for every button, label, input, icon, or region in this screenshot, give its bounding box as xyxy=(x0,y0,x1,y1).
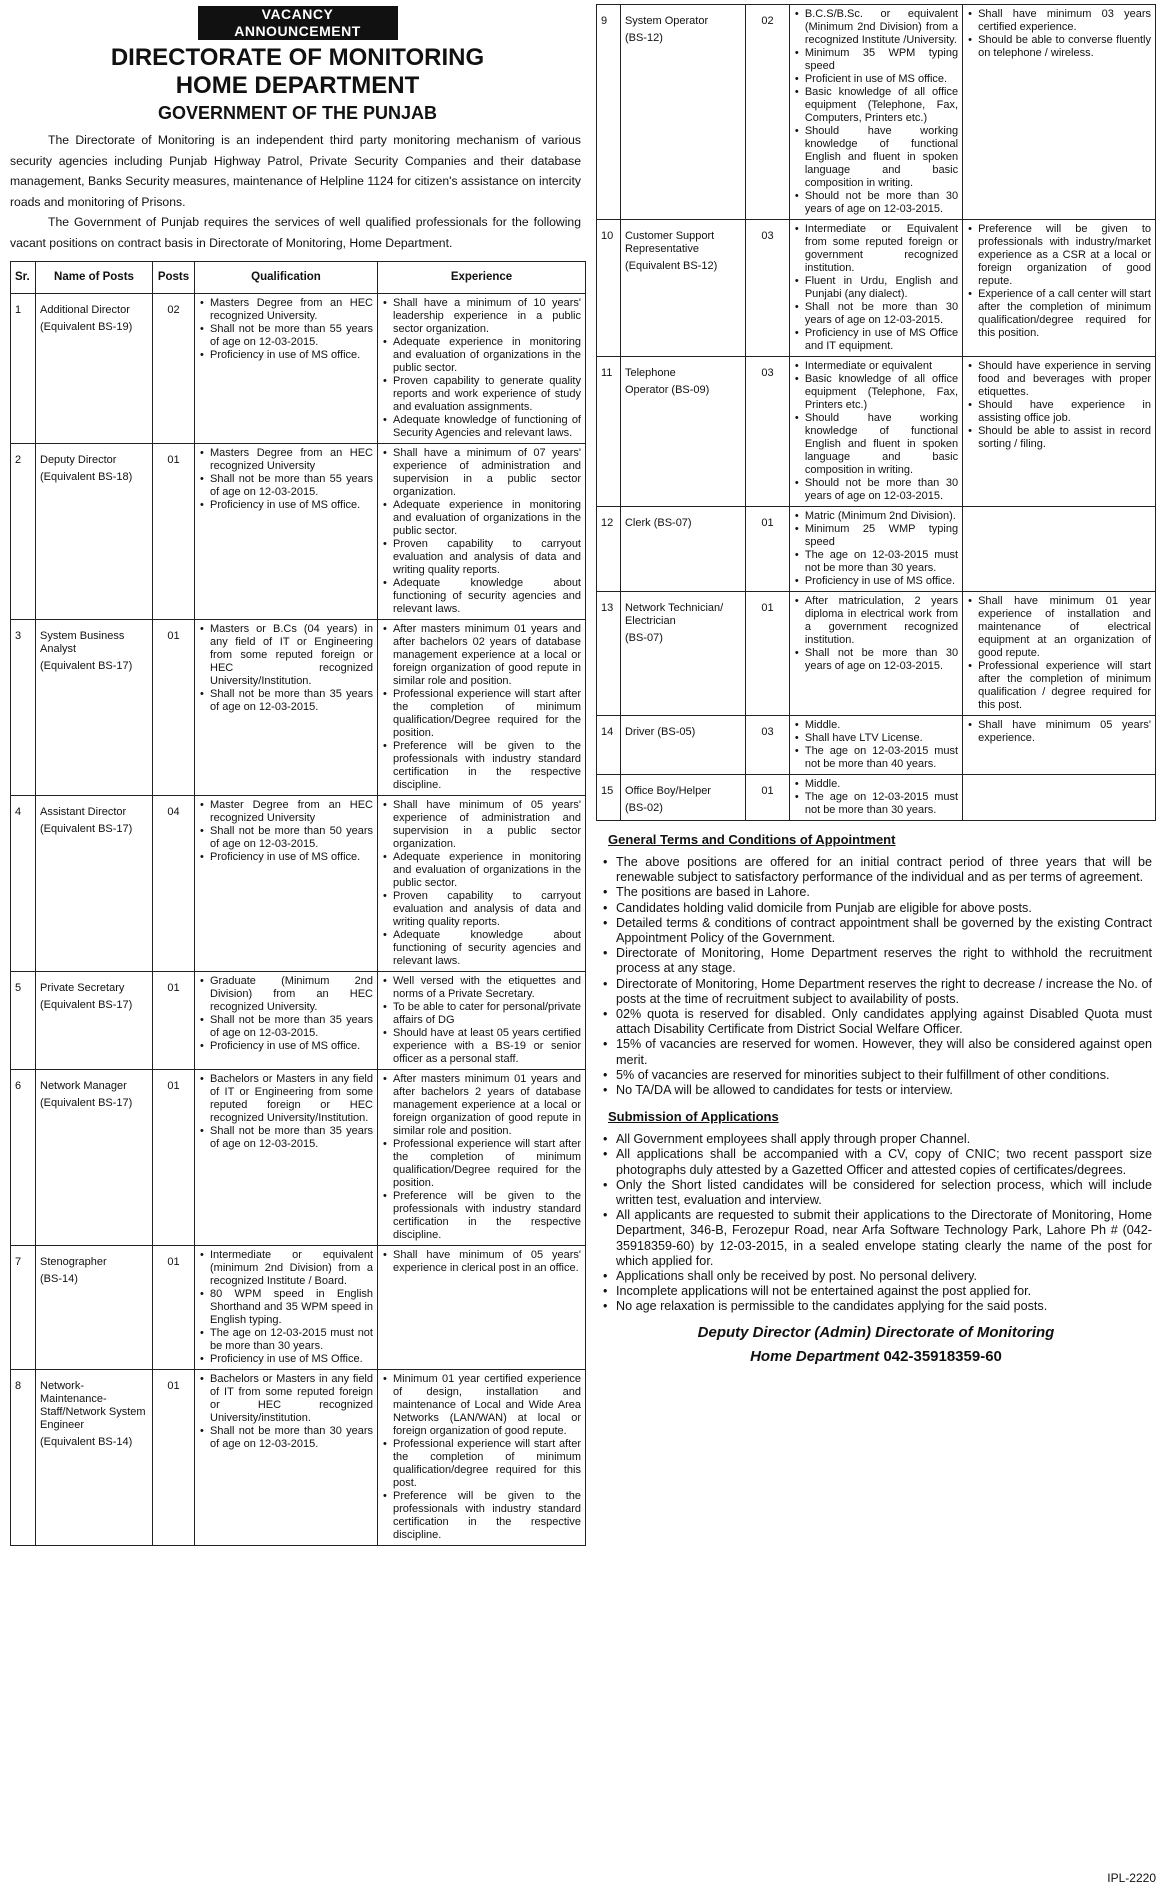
experience-list xyxy=(967,360,1151,451)
qualification-item: • Proficiency in use of MS Office and IT equipment. xyxy=(794,327,958,353)
qualification-item: • Proficiency in use of MS office. xyxy=(199,851,373,864)
page-title: DIRECTORATE OF MONITORING xyxy=(110,44,485,71)
row-sr: 15 xyxy=(597,775,621,821)
row-posts: 01 xyxy=(153,972,195,1070)
qualification-item: • Shall not be more than 35 years of age on 12-03-2015. xyxy=(199,1014,373,1040)
row-qualification xyxy=(195,294,378,444)
experience-item: • Preference will be given to the professionals with industry standard certification in the respective discipline. xyxy=(382,1490,581,1542)
terms-item: • Directorate of Monitoring, Home Department reserves the right to withhold the recruitment process at any stage. xyxy=(600,946,1152,976)
qualification-item: • 80 WPM speed in English Shorthand and 35 WPM speed in English typing. xyxy=(199,1288,373,1327)
table-row xyxy=(11,972,586,1070)
post-name: Additional Director xyxy=(40,304,130,316)
qualification-list xyxy=(794,223,958,353)
submission-item: • No age relaxation is permissible to the candidates applying for the said posts. xyxy=(600,1299,1152,1314)
signature-block xyxy=(600,1321,1152,1369)
qualification-item: • Fluent in Urdu, English and Punjabi (any dialect). xyxy=(794,275,958,301)
submission-item: • Applications shall only be received by post. No personal delivery. xyxy=(600,1269,1152,1284)
post-name: System Business Analyst xyxy=(40,630,125,655)
row-sr: 2 xyxy=(11,444,36,620)
experience-item: • Shall have minimum of 05 years' experience in clerical post in an office. xyxy=(382,1249,581,1275)
post-grade: (BS-07) xyxy=(624,632,663,644)
qualification-item: • Shall not be more than 55 years of age on 12-03-2015. xyxy=(199,473,373,499)
qualification-item: • Shall not be more than 50 years of age on 12-03-2015. xyxy=(199,825,373,851)
qualification-item: • Proficiency in use of MS office. xyxy=(199,499,373,512)
header-sr: Sr. xyxy=(11,262,36,294)
post-name: Assistant Director xyxy=(40,806,127,818)
footer-code: IPL-2220 xyxy=(1107,1871,1156,1885)
row-qualification xyxy=(789,220,962,357)
qualification-item: • Graduate (Minimum 2nd Division) from an HEC recognized University. xyxy=(199,975,373,1014)
qualification-item: • Proficiency in use of MS office. xyxy=(794,575,958,588)
post-grade: (Equivalent BS-18) xyxy=(40,471,133,483)
page-subtitle: HOME DEPARTMENT xyxy=(175,72,420,99)
row-qualification xyxy=(789,592,962,716)
qualification-item: • The age on 12-03-2015 must not be more than 30 years. xyxy=(794,549,958,575)
qualification-item: • Masters or B.Cs (04 years) in any field of IT or Engineering from some reputed foreign or HEC recognized University/Institution. xyxy=(199,623,373,688)
row-post-name xyxy=(36,1070,153,1246)
submission-item: • Incomplete applications will not be entertained against the post applied for. xyxy=(600,1284,1152,1299)
row-qualification xyxy=(789,507,962,592)
row-experience xyxy=(378,620,586,796)
row-experience xyxy=(378,1370,586,1546)
row-post-name xyxy=(620,716,745,775)
row-post-name xyxy=(620,507,745,592)
post-name: Customer Support Representative xyxy=(624,230,715,255)
header-name-of-posts: Name of Posts xyxy=(36,262,153,294)
experience-item: • Professional experience will start after the completion of minimum qualification/Degree required for the position. xyxy=(382,688,581,740)
post-name: Office Boy/Helper xyxy=(624,785,711,797)
row-posts: 02 xyxy=(746,5,790,220)
signature-line-1: Deputy Director (Admin) Directorate of Monitoring xyxy=(697,1323,1055,1341)
post-grade: (BS-14) xyxy=(40,1273,78,1285)
submission-item: • All applications shall be accompanied with a CV, copy of CNIC; two recent passport size photographs duly attested by a Gazetted Officer and attested copies of certificates/degrees. xyxy=(600,1147,1152,1177)
post-name: Deputy Director xyxy=(40,454,117,466)
row-sr: 6 xyxy=(11,1070,36,1246)
row-post-name xyxy=(36,796,153,972)
row-experience xyxy=(963,592,1156,716)
row-qualification xyxy=(789,5,962,220)
qualification-item: • The age on 12-03-2015 must not be more than 40 years. xyxy=(794,745,958,771)
experience-list xyxy=(382,1249,581,1275)
experience-list xyxy=(967,8,1151,60)
row-posts: 03 xyxy=(746,357,790,507)
table-row xyxy=(11,444,586,620)
row-qualification xyxy=(789,357,962,507)
terms-item: • 02% quota is reserved for disabled. Only candidates applying against Disabled Quota must attach Disability Certificate from District Social Welfare Officer. xyxy=(600,1007,1152,1037)
row-qualification xyxy=(195,620,378,796)
experience-item: • Proven capability to carryout evaluation and analysis of data and writing quality reports. xyxy=(382,890,581,929)
post-name: Network Technician/ Electrician xyxy=(624,602,724,627)
qualification-item: • Master Degree from an HEC recognized University xyxy=(199,799,373,825)
signature-line-2 xyxy=(600,1345,1152,1369)
row-sr: 11 xyxy=(597,357,621,507)
right-column xyxy=(596,4,1156,1369)
row-post-name xyxy=(36,972,153,1070)
post-grade: (BS-02) xyxy=(624,802,663,814)
experience-list xyxy=(967,223,1151,340)
post-grade: (Equivalent BS-19) xyxy=(40,321,133,333)
qualification-list xyxy=(794,8,958,216)
qualification-item: • Shall not be more than 35 years of age on 12-03-2015. xyxy=(199,688,373,714)
general-terms xyxy=(596,831,1156,1369)
qualification-item: • Proficiency in use of MS office. xyxy=(199,1040,373,1053)
experience-item: • Adequate knowledge about functioning of security agencies and relevant laws. xyxy=(382,577,581,616)
signature-phone: 042-35918359-60 xyxy=(883,1347,1002,1365)
row-experience xyxy=(963,220,1156,357)
post-name: Driver (BS-05) xyxy=(624,726,696,738)
qualification-item: • Should have working knowledge of functional English and fluent in spoken language and basic composition in writing. xyxy=(794,125,958,190)
row-sr: 4 xyxy=(11,796,36,972)
qualification-list xyxy=(794,719,958,771)
experience-item: • Shall have a minimum of 07 years' experience of administration and supervision in a public sector organization. xyxy=(382,447,581,499)
qualification-list xyxy=(199,297,373,362)
experience-item: • Shall have minimum of 05 years' experience of administration and supervision in a public sector organization. xyxy=(382,799,581,851)
row-qualification xyxy=(789,775,962,821)
header-experience: Experience xyxy=(378,262,586,294)
post-name: System Operator xyxy=(624,15,709,27)
table-row xyxy=(597,220,1156,357)
row-qualification xyxy=(195,1246,378,1370)
submission-item: • Only the Short listed candidates will be considered for selection process, which will include written test, evaluation and interview. xyxy=(600,1178,1152,1208)
post-grade: (BS-12) xyxy=(624,32,663,44)
row-posts: 01 xyxy=(746,775,790,821)
table-row xyxy=(11,1246,586,1370)
qualification-item: • Intermediate or equivalent (minimum 2nd Division) from a recognized Institute / Board. xyxy=(199,1249,373,1288)
post-grade: (Equivalent BS-17) xyxy=(40,999,133,1011)
experience-list xyxy=(382,799,581,968)
row-post-name xyxy=(620,592,745,716)
qualification-item: • After matriculation, 2 years diploma in electrical work from a government recognized institution. xyxy=(794,595,958,647)
table-row xyxy=(597,5,1156,220)
terms-list xyxy=(600,855,1152,1098)
experience-item: • Should have at least 05 years certified experience with a BS-19 or senior officer as a personal staff. xyxy=(382,1027,581,1066)
row-post-name xyxy=(620,220,745,357)
experience-item: • Proven capability to generate quality reports and work experience of study and evaluation assignments. xyxy=(382,375,581,414)
qualification-item: • The age on 12-03-2015 must not be more than 30 years. xyxy=(199,1327,373,1353)
experience-item: • Shall have minimum 03 years certified experience. xyxy=(967,8,1151,34)
table-row xyxy=(597,357,1156,507)
qualification-item: • Matric (Minimum 2nd Division). xyxy=(794,510,958,523)
row-posts: 03 xyxy=(746,716,790,775)
table-row xyxy=(597,716,1156,775)
row-post-name xyxy=(620,775,745,821)
qualification-item: • Shall have LTV License. xyxy=(794,732,958,745)
terms-item: • Directorate of Monitoring, Home Department reserves the right to decrease / increase the No. of posts at the time of recruitment subject to availability of posts. xyxy=(600,977,1152,1007)
row-post-name xyxy=(620,5,745,220)
row-experience xyxy=(963,507,1156,592)
signature-department: Home Department xyxy=(750,1347,880,1365)
row-sr: 10 xyxy=(597,220,621,357)
submission-item: • All applicants are requested to submit their applications to the Directorate of Monitoring, Home Department, 346-B, Ferozepur Road, near Arfa Software Technology Park, Lahore Ph # (042-35918359-60) by 12-03-2015, in a sealed envelope stating clearly the name of the post for which applied for. xyxy=(600,1208,1152,1269)
qualification-item: • Should not be more than 30 years of age on 12-03-2015. xyxy=(794,477,958,503)
experience-list xyxy=(382,447,581,616)
row-sr: 3 xyxy=(11,620,36,796)
qualification-item: • Basic knowledge of all office equipment (Telephone, Fax, Computers, Printers etc.) xyxy=(794,86,958,125)
row-qualification xyxy=(789,716,962,775)
qualification-list xyxy=(199,447,373,512)
row-posts: 03 xyxy=(746,220,790,357)
row-experience xyxy=(963,5,1156,220)
terms-item: • 5% of vacancies are reserved for minorities subject to their fulfillment of other conditions. xyxy=(600,1068,1152,1083)
experience-item: • Adequate experience in monitoring and evaluation of organizations in the public sector. xyxy=(382,336,581,375)
experience-list xyxy=(382,975,581,1066)
qualification-item: • Shall not be more than 55 years of age on 12-03-2015. xyxy=(199,323,373,349)
table-row xyxy=(11,796,586,972)
row-qualification xyxy=(195,1370,378,1546)
post-name: Telephone xyxy=(624,367,676,379)
table-row xyxy=(11,620,586,796)
post-grade: (Equivalent BS-17) xyxy=(40,660,133,672)
vacancy-announcement-badge: VACANCY ANNOUNCEMENT xyxy=(198,6,398,40)
terms-item: • 15% of vacancies are reserved for women. However, they will also be considered against open merit. xyxy=(600,1037,1152,1067)
post-name: Stenographer xyxy=(40,1256,107,1268)
qualification-list xyxy=(199,975,373,1053)
row-sr: 9 xyxy=(597,5,621,220)
experience-list xyxy=(382,297,581,440)
experience-item: • After masters minimum 01 years and after bachelors 2 years of database management experience at a local or foreign organization of good repute in similar role and position. xyxy=(382,1073,581,1138)
terms-item: • The above positions are offered for an initial contract period of three years that will be renewable subject to satisfactory performance of the individual and as per terms of agreement. xyxy=(600,855,1152,885)
qualification-item: • Shall not be more than 30 years of age on 12-03-2015. xyxy=(794,647,958,673)
qualification-item: • B.C.S/B.Sc. or equivalent (Minimum 2nd Division) from a recognized Institute /University. xyxy=(794,8,958,47)
row-sr: 1 xyxy=(11,294,36,444)
row-experience xyxy=(378,796,586,972)
qualification-item: • Shall not be more than 35 years of age on 12-03-2015. xyxy=(199,1125,373,1151)
post-name: Network-Maintenance-Staff/Network System Engineer xyxy=(40,1380,146,1431)
government-heading: GOVERNMENT OF THE PUNJAB xyxy=(157,103,438,123)
post-name: Clerk (BS-07) xyxy=(624,517,692,529)
experience-item: • After masters minimum 01 years and after bachelors 02 years of database management experience at a local or foreign organization of good repute in similar role and position. xyxy=(382,623,581,688)
experience-item: • Should be able to converse fluently on telephone / wireless. xyxy=(967,34,1151,60)
qualification-list xyxy=(199,1249,373,1366)
qualification-item: • Should not be more than 30 years of age on 12-03-2015. xyxy=(794,190,958,216)
row-posts: 01 xyxy=(746,507,790,592)
qualification-item: • Minimum 25 WMP typing speed xyxy=(794,523,958,549)
qualification-item: • Masters Degree from an HEC recognized University xyxy=(199,447,373,473)
qualification-item: • The age on 12-03-2015 must not be more than 30 years. xyxy=(794,791,958,817)
post-grade: (Equivalent BS-14) xyxy=(40,1436,133,1448)
row-qualification xyxy=(195,1070,378,1246)
header-posts: Posts xyxy=(153,262,195,294)
post-grade: Operator (BS-09) xyxy=(624,384,710,396)
terms-title: General Terms and Conditions of Appointment xyxy=(608,832,896,847)
qualification-item: • Intermediate or Equivalent from some reputed foreign or government recognized institution. xyxy=(794,223,958,275)
experience-item: • Adequate experience in monitoring and evaluation of organizations in the public sector. xyxy=(382,851,581,890)
qualification-item: • Middle. xyxy=(794,778,958,791)
intro-paragraph-1: The Directorate of Monitoring is an independent third party monitoring mechanism of various security agencies including Punjab Highway Patrol, Private Security Companies and their database management, Banks Security measures, maintenance of Helpline 1124 for citizen's assistance on intercity roads and monitoring of Prisons. xyxy=(10,133,581,209)
row-experience xyxy=(378,1070,586,1246)
qualification-item: • Shall not be more than 30 years of age on 12-03-2015. xyxy=(794,301,958,327)
row-qualification xyxy=(195,796,378,972)
header-qualification: Qualification xyxy=(195,262,378,294)
submission-title: Submission of Applications xyxy=(608,1109,779,1125)
qualification-list xyxy=(794,360,958,503)
row-experience xyxy=(963,357,1156,507)
qualification-item: • Middle. xyxy=(794,719,958,732)
row-qualification xyxy=(195,972,378,1070)
experience-item: • Adequate experience in monitoring and evaluation of organizations in the public sector. xyxy=(382,499,581,538)
row-post-name xyxy=(620,357,745,507)
experience-item: • Shall have a minimum of 10 years' leadership experience in a public sector organization. xyxy=(382,297,581,336)
intro-paragraph-2: The Government of Punjab requires the services of well qualified professionals for the following vacant positions on contract basis in Directorate of Monitoring, Home Department. xyxy=(10,215,581,250)
qualification-list xyxy=(794,595,958,673)
row-posts: 04 xyxy=(153,796,195,972)
table-row xyxy=(11,1070,586,1246)
qualification-item: • Shall not be more than 30 years of age on 12-03-2015. xyxy=(199,1425,373,1451)
left-column xyxy=(10,6,585,1546)
experience-item: • Shall have minimum 01 year experience of installation and maintenance of electrical equipment at an organization of good repute. xyxy=(967,595,1151,660)
row-posts: 01 xyxy=(153,1246,195,1370)
experience-item: • Preference will be given to professionals with industry/market experience as a CSR at a local or foreign organization of good repute. xyxy=(967,223,1151,288)
row-posts: 01 xyxy=(153,620,195,796)
row-sr: 13 xyxy=(597,592,621,716)
qualification-list xyxy=(794,510,958,588)
row-experience xyxy=(378,444,586,620)
table-row xyxy=(597,507,1156,592)
row-sr: 8 xyxy=(11,1370,36,1546)
row-posts: 02 xyxy=(153,294,195,444)
row-qualification xyxy=(195,444,378,620)
terms-item: • Detailed terms & conditions of contract appointment shall be governed by the existing Contract Appointment Policy of the Government. xyxy=(600,916,1152,946)
experience-list xyxy=(967,719,1151,745)
experience-item: • Shall have minimum 05 years' experience. xyxy=(967,719,1151,745)
row-sr: 14 xyxy=(597,716,621,775)
qualification-item: • Bachelors or Masters in any field of IT from some reputed foreign or HEC recognized University/institution. xyxy=(199,1373,373,1425)
experience-list xyxy=(382,1373,581,1542)
table-row xyxy=(11,294,586,444)
experience-item: • Experience of a call center will start after the completion of minimum qualification/degree required for this position. xyxy=(967,288,1151,340)
row-experience xyxy=(378,972,586,1070)
table-row xyxy=(597,592,1156,716)
experience-item: • Preference will be given to the professionals with industry standard certification in the respective discipline. xyxy=(382,740,581,792)
qualification-item: • Intermediate or equivalent xyxy=(794,360,958,373)
qualification-list xyxy=(199,1073,373,1151)
row-post-name xyxy=(36,444,153,620)
qualification-list xyxy=(199,623,373,714)
table-row xyxy=(597,775,1156,821)
terms-item: • No TA/DA will be allowed to candidates for tests or interview. xyxy=(600,1083,1152,1098)
experience-item: • Adequate knowledge about functioning of security agencies and relevant laws. xyxy=(382,929,581,968)
experience-list xyxy=(382,1073,581,1242)
experience-item: • Adequate knowledge of functioning of Security Agencies and relevant laws. xyxy=(382,414,581,440)
experience-item: • Should have experience in serving food and beverages with proper etiquettes. xyxy=(967,360,1151,399)
intro xyxy=(10,130,585,253)
row-experience xyxy=(963,775,1156,821)
experience-item: • To be able to cater for personal/private affairs of DG xyxy=(382,1001,581,1027)
post-grade: (Equivalent BS-17) xyxy=(40,823,133,835)
terms-item: • The positions are based in Lahore. xyxy=(600,885,1152,900)
row-sr: 5 xyxy=(11,972,36,1070)
row-posts: 01 xyxy=(153,1070,195,1246)
row-experience xyxy=(378,1246,586,1370)
qualification-item: • Should have working knowledge of functional English and fluent in spoken language and basic composition in writing. xyxy=(794,412,958,477)
row-posts: 01 xyxy=(746,592,790,716)
qualification-item: • Minimum 35 WPM typing speed xyxy=(794,47,958,73)
row-posts: 01 xyxy=(153,1370,195,1546)
experience-item: • Professional experience will start after the completion of minimum qualification/degree required for this post. xyxy=(382,1438,581,1490)
row-post-name xyxy=(36,1246,153,1370)
qualification-list xyxy=(794,778,958,817)
experience-list xyxy=(967,595,1151,712)
row-experience xyxy=(378,294,586,444)
row-post-name xyxy=(36,620,153,796)
vacancy-table-right xyxy=(596,4,1156,821)
submission-item: • All Government employees shall apply through proper Channel. xyxy=(600,1132,1152,1147)
row-sr: 7 xyxy=(11,1246,36,1370)
submission-list xyxy=(600,1132,1152,1314)
terms-item: • Candidates holding valid domicile from Punjab are eligible for above posts. xyxy=(600,901,1152,916)
qualification-item: • Bachelors or Masters in any field of IT or Engineering from some reputed foreign or HEC recognized University/Institution. xyxy=(199,1073,373,1125)
qualification-item: • Proficiency in use of MS office. xyxy=(199,349,373,362)
experience-item: • Preference will be given to the professionals with industry standard certification in the respective discipline. xyxy=(382,1190,581,1242)
experience-item: • Should be able to assist in record sorting / filing. xyxy=(967,425,1151,451)
qualification-list xyxy=(199,1373,373,1451)
row-sr: 12 xyxy=(597,507,621,592)
table-row xyxy=(11,1370,586,1546)
row-post-name xyxy=(36,294,153,444)
row-experience xyxy=(963,716,1156,775)
qualification-item: • Basic knowledge of all office equipment (Telephone, Fax, Printers etc.) xyxy=(794,373,958,412)
row-posts: 01 xyxy=(153,444,195,620)
experience-item: • Proven capability to carryout evaluation and analysis of data and writing quality reports. xyxy=(382,538,581,577)
qualification-item: • Proficiency in use of MS Office. xyxy=(199,1353,373,1366)
row-post-name xyxy=(36,1370,153,1546)
qualification-item: • Proficient in use of MS office. xyxy=(794,73,958,86)
post-grade: (Equivalent BS-12) xyxy=(624,260,718,272)
qualification-item: • Masters Degree from an HEC recognized University. xyxy=(199,297,373,323)
vacancy-table-left xyxy=(10,261,586,1546)
experience-item: • Minimum 01 year certified experience of design, installation and maintenance of Local and Wide Area Networks (LAN/WAN) at local or foreign organization of good repute. xyxy=(382,1373,581,1438)
experience-list xyxy=(382,623,581,792)
experience-item: • Should have experience in assisting office job. xyxy=(967,399,1151,425)
qualification-list xyxy=(199,799,373,864)
post-grade: (Equivalent BS-17) xyxy=(40,1097,133,1109)
post-name: Private Secretary xyxy=(40,982,125,994)
experience-item: • Professional experience will start after the completion of minimum qualification/Degree required for the position. xyxy=(382,1138,581,1190)
experience-item: • Well versed with the etiquettes and norms of a Private Secretary. xyxy=(382,975,581,1001)
experience-item: • Professional experience will start after the completion of minimum qualification / degree required for this post. xyxy=(967,660,1151,712)
post-name: Network Manager xyxy=(40,1080,127,1092)
